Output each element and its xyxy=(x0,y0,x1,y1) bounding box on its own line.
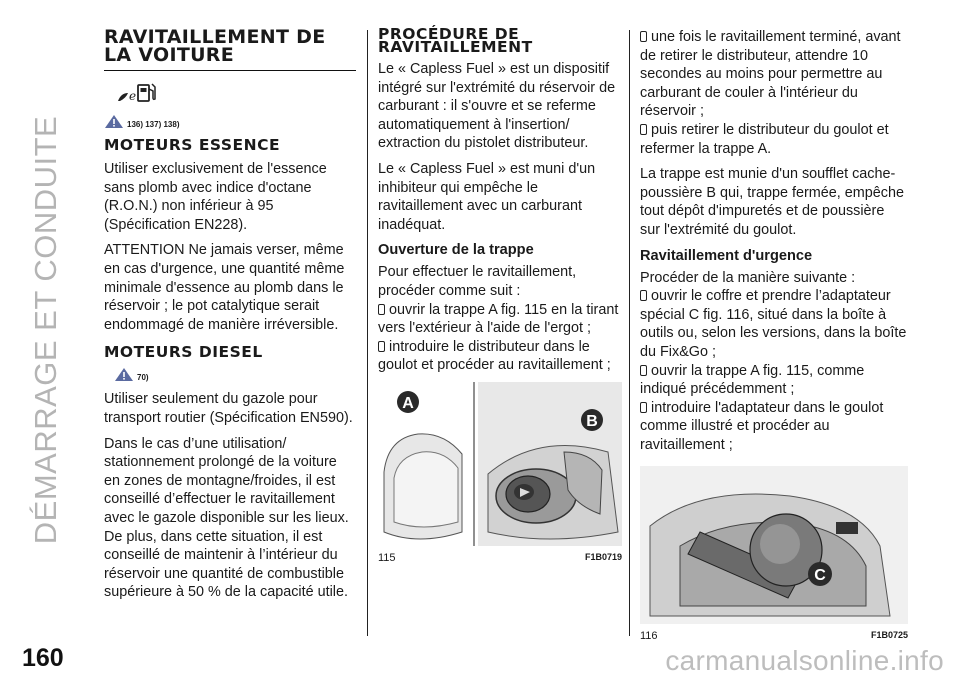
figure-number: 116 xyxy=(640,630,658,643)
list-item: puis retirer le distributeur du goulot et refermer la trappe A. xyxy=(640,121,889,157)
title-procedure: PROCÉDURE DE RAVITAILLEMENT xyxy=(378,25,533,56)
column-left xyxy=(104,28,356,609)
column-divider-1 xyxy=(367,30,368,636)
figure-number: 115 xyxy=(378,551,396,564)
svg-text:e: e xyxy=(129,89,137,103)
paragraph-diesel-2: Dans le cas d’une utilisation/ stationnement prolongé de la voiture en zones de montagne/froides, il est conseillé d’effectuer le ravitaillement avec le gazole disponible sur les lieux. De plus, dans cette situation, il est conseillé de maintenir à l’intérieur du réservoir une quantité de combustible supérieure à 50 % de la capacité utile. xyxy=(104,435,349,601)
list-item: introduire le distributeur dans le goulot et procéder au ravitaillement ; xyxy=(378,338,611,374)
bullet-icon xyxy=(378,341,385,352)
bullet-icon xyxy=(640,290,647,301)
figure-code: F1B0725 xyxy=(870,630,908,641)
heading-ouverture-trappe: Ouverture de la trappe xyxy=(378,242,534,259)
bullet-icon xyxy=(378,304,385,315)
column-divider-2 xyxy=(629,30,630,636)
watermark: carmanualsonline.info xyxy=(665,645,944,676)
list-item: ouvrir la trappe A fig. 115 en la tirant vers l'extérieur à l'aide de l'ergot ; xyxy=(378,301,619,337)
list-item: introduire l'adaptateur dans le goulot comme illustré et procéder au ravitaillement ; xyxy=(640,399,884,453)
warning-refs-petrol: 136) 137) 138) xyxy=(104,114,356,129)
list-item: ouvrir la trappe A fig. 115, comme indiqué précédemment ; xyxy=(640,362,865,398)
page-number: 160 xyxy=(22,644,64,672)
list-item: ouvrir le coffre et prendre l’adaptateur spécial C fig. 116, situé dans la boîte à outils ou, selon les versions, dans la boîte du Fix&Go ; xyxy=(640,288,907,360)
bullet-icon xyxy=(640,124,647,135)
label-b: B xyxy=(586,412,598,430)
warning-triangle-icon xyxy=(104,114,124,129)
figure-code: F1B0719 xyxy=(584,551,622,562)
title-ravitaillement: RAVITAILLEMENT DE LA VOITURE xyxy=(104,28,356,71)
figure-115 xyxy=(378,382,622,546)
warning-refs-diesel: 70) xyxy=(114,367,356,382)
list-item: une fois le ravitaillement terminé, avant de retirer le distributeur, attendre 10 secondes au moins pour permettre au carburant de couler à l'intérieur du réservoir ; xyxy=(640,29,901,120)
warning-triangle-icon xyxy=(114,367,134,382)
figure-116-caption xyxy=(640,630,908,642)
paragraph-essence-attention: ATTENTION Ne jamais verser, même en cas d'urgence, une quantité même minimale d'essence au plomb dans le réservoir ; le pot catalytique serait endommagé de manière irréversible. xyxy=(104,242,345,333)
figure-116 xyxy=(640,466,908,624)
bullet-icon xyxy=(640,31,647,42)
bullet-icon xyxy=(640,365,647,376)
column-middle xyxy=(378,25,622,564)
paragraph-capless-2: Le « Capless Fuel » est muni d'un inhibiteur qui empêche le ravitaillement avec un carburant inadéquat. xyxy=(378,160,596,233)
paragraph-procedure-intro: Pour effectuer le ravitaillement, procéder comme suit : xyxy=(378,264,577,299)
heading-moteurs-essence: MOTEURS ESSENCE xyxy=(104,136,281,154)
emergency-adapter-illustration xyxy=(640,466,908,624)
eco-fuel-icon xyxy=(116,81,166,103)
paragraph-urgence-intro: Procéder de la manière suivante : xyxy=(640,269,856,286)
figure-115-caption xyxy=(378,552,622,564)
section-side-title: DÉMARRAGE ET CONDUITE xyxy=(28,115,63,545)
label-a: A xyxy=(402,394,414,412)
label-c: C xyxy=(814,567,826,585)
bullet-icon xyxy=(640,402,647,413)
heading-moteurs-diesel: MOTEURS DIESEL xyxy=(104,343,263,362)
fuel-flap-illustration xyxy=(378,382,622,546)
column-right xyxy=(640,28,908,642)
paragraph-essence-1: Utiliser exclusivement de l'essence sans plomb avec indice d'octane (R.O.N.) non inférieur à 95 (Spécification EN228). xyxy=(104,161,327,233)
paragraph-diesel-1: Utiliser seulement du gazole pour transport routier (Spécification EN590). xyxy=(104,391,353,426)
paragraph-capless-1: Le « Capless Fuel » est un dispositif intégré sur l'extrémité du réservoir de carburant : il s'ouvre et se referme automatiquement à l'insertion/ extraction du pistolet distributeur. xyxy=(378,61,616,152)
heading-ravitaillement-urgence: Ravitaillement d'urgence xyxy=(640,247,813,264)
paragraph-soufflet: La trappe est munie d'un soufflet cache-poussière B qui, trappe fermée, empêche tout dépôt d'impuretés et de poussière sur l'extrémité du goulot. xyxy=(640,166,904,238)
